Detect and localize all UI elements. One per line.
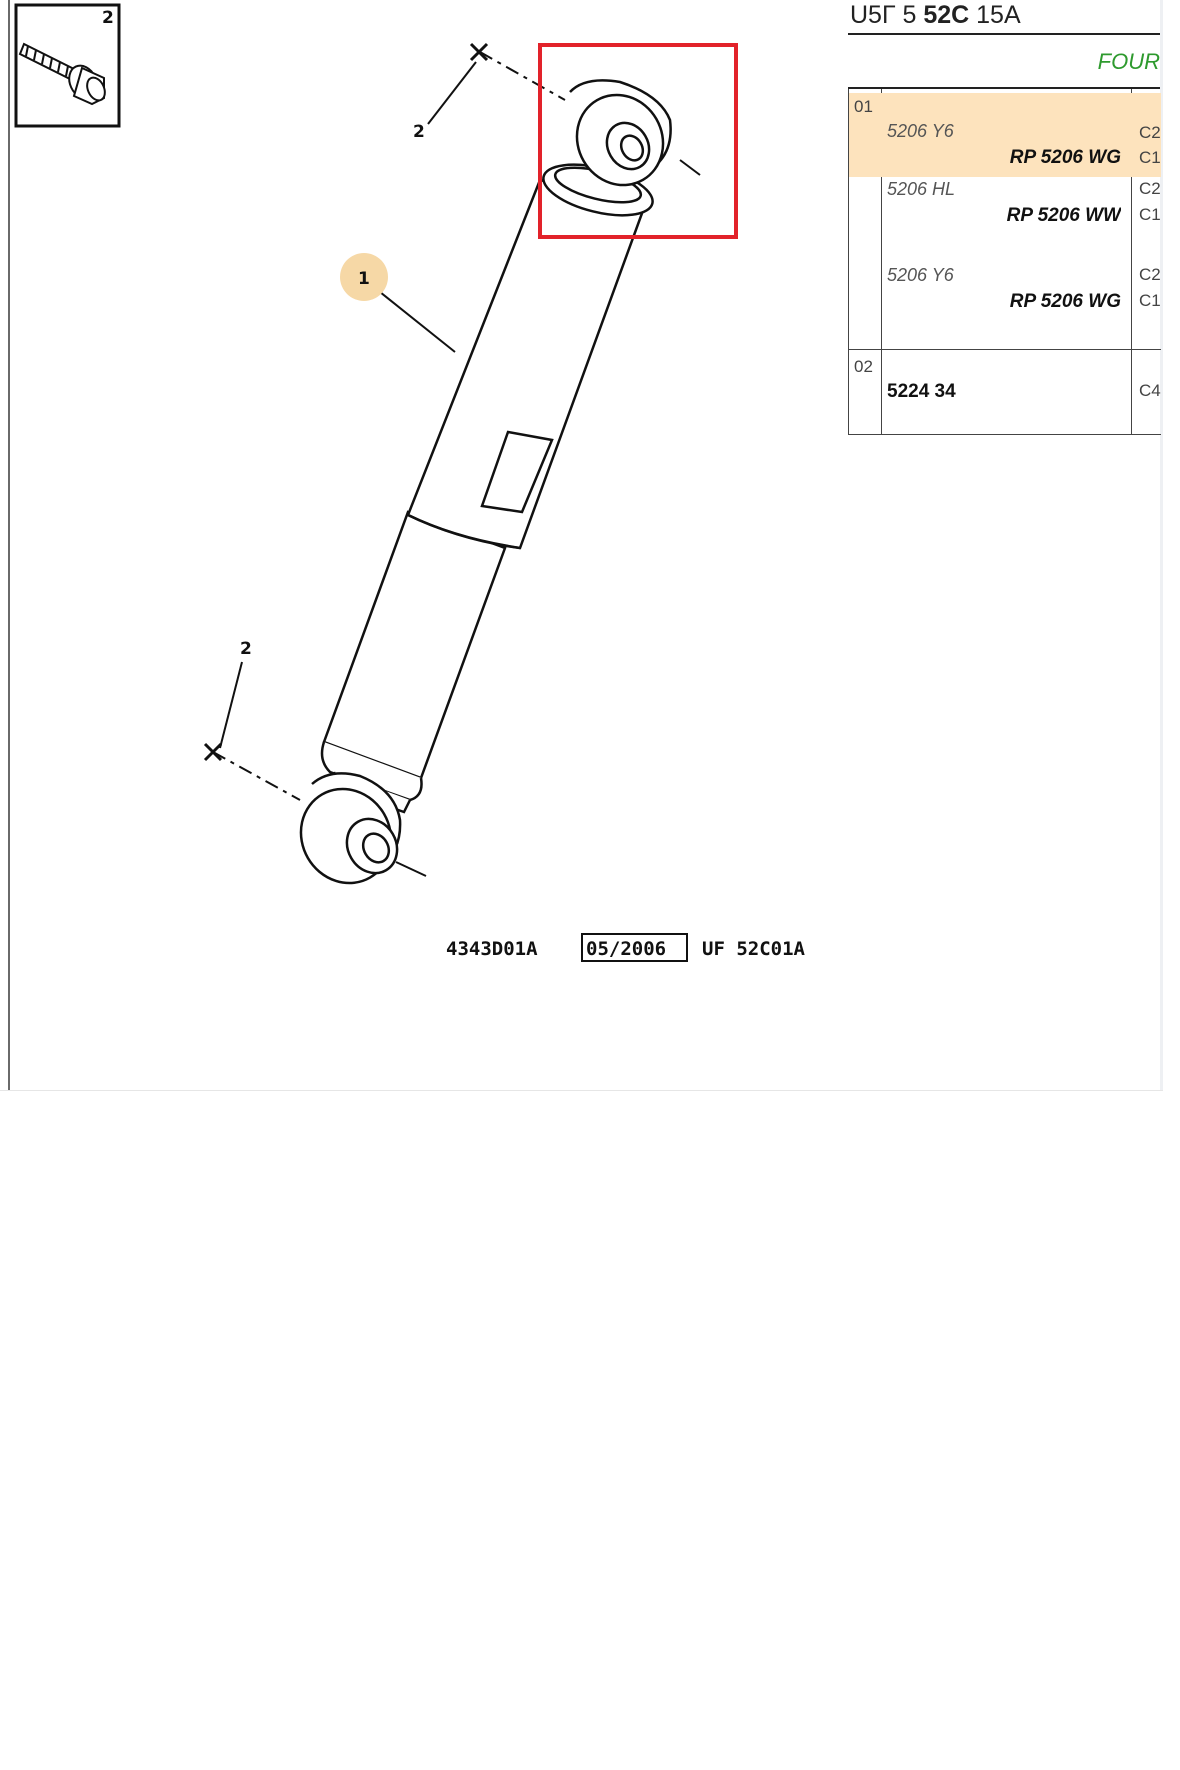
supplier-label: FOUR	[1097, 49, 1160, 74]
diagram-reference	[446, 934, 806, 961]
code-2: C1	[1139, 291, 1161, 310]
rp-reference: RP 5206 WG	[1009, 291, 1121, 312]
inset-callout-number: 2	[102, 8, 114, 28]
item-number: 01	[854, 97, 873, 116]
callout-1[interactable]	[340, 253, 388, 301]
code-2: C1	[1139, 205, 1161, 224]
reference-code: 4343D01A	[446, 938, 538, 960]
part-reference: 5206 HL	[887, 179, 956, 199]
code-1: C2	[1139, 265, 1161, 284]
row-separator	[849, 349, 1161, 350]
part-reference: 5224 34	[887, 381, 956, 402]
code-1: C4	[1139, 381, 1161, 400]
table-row[interactable]	[849, 177, 1161, 261]
table-subheader	[848, 35, 1160, 89]
callout-number: 1	[358, 269, 370, 289]
table-title-suffix: 15A	[976, 1, 1021, 29]
table-row[interactable]	[849, 261, 1161, 347]
table-title-main: 52C	[923, 1, 970, 29]
callout-2-top[interactable]: 2	[413, 122, 425, 142]
callout-2-bottom[interactable]: 2	[240, 639, 252, 659]
bolt-inset[interactable]	[16, 5, 119, 126]
table-header	[848, 0, 1160, 35]
table-body	[848, 89, 1161, 435]
item-number: 02	[854, 357, 873, 376]
table-row[interactable]	[849, 351, 1161, 433]
code-1: C2	[1139, 179, 1161, 198]
date-code: 05/2006	[586, 938, 667, 960]
shock-absorber[interactable]	[284, 79, 679, 899]
table-row[interactable]	[849, 93, 1161, 177]
part-reference: 5206 Y6	[887, 265, 954, 285]
code-2: C1	[1139, 148, 1161, 167]
rp-reference: RP 5206 WG	[1009, 147, 1121, 168]
table-title-prefix: U5Г 5	[850, 1, 917, 29]
code-1: C2	[1139, 123, 1161, 142]
rp-reference: RP 5206 WW	[1006, 205, 1121, 226]
part-reference: 5206 Y6	[887, 121, 954, 141]
figure-code: UF 52C01A	[702, 938, 805, 960]
